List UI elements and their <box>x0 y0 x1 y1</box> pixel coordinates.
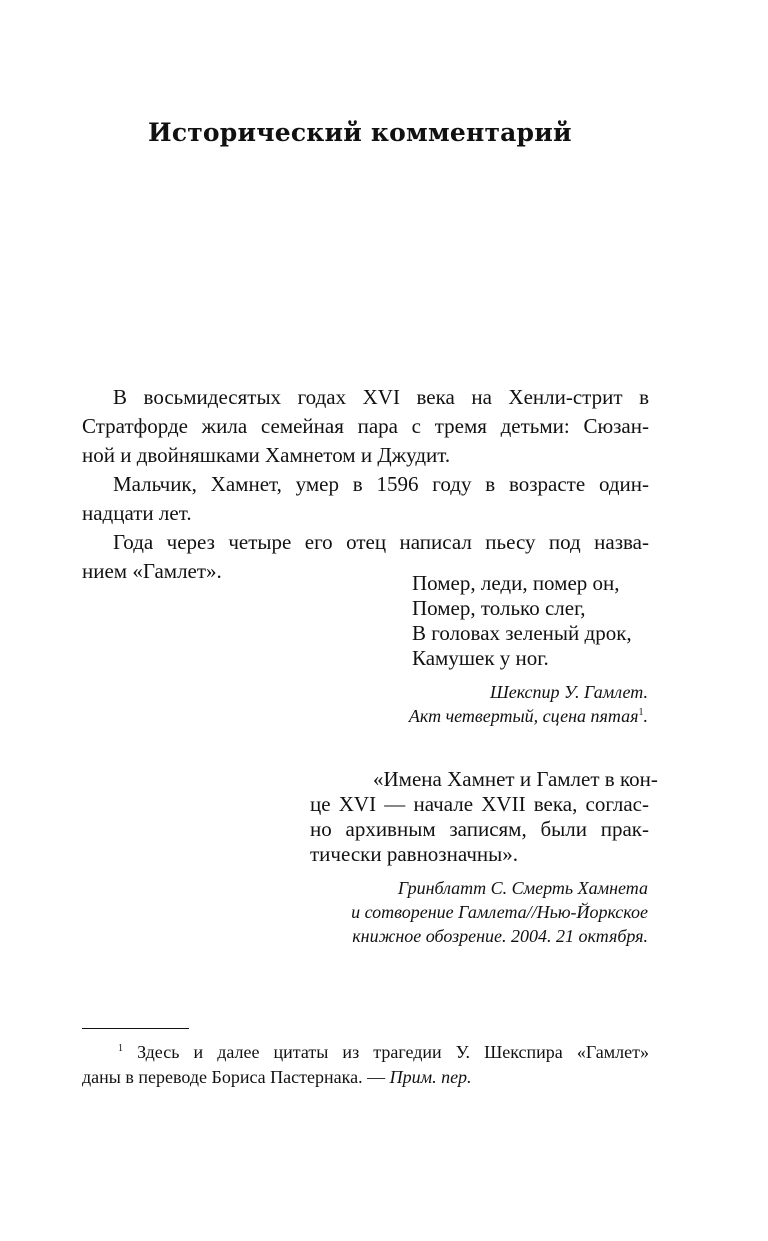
paragraph-line: нием «Гамлет». <box>82 559 222 583</box>
epigraph-line: «Имена Хамнет и Гамлет в кон- <box>373 767 658 791</box>
paragraph-historical-intro <box>82 383 649 470</box>
attribution-line <box>409 704 648 728</box>
poem-line: Камушек у ног. <box>412 646 549 670</box>
poem-line: В головах зеленый дрок, <box>412 621 632 645</box>
attribution-line: и сотворение Гамлета//Нью-Йоркское <box>351 902 648 922</box>
poem-attribution <box>409 680 648 728</box>
attribution-line: Гринблатт С. Смерть Хамнета <box>397 878 648 898</box>
footnote-line <box>82 1065 649 1090</box>
footnote-reference[interactable]: 1 <box>638 707 644 718</box>
attribution-line: книжное обозрение. 2004. 21 октября. <box>352 926 648 946</box>
paragraph-line: ной и двойняшками Хамнетом и Джудит. <box>82 443 451 467</box>
footnote-line <box>82 1040 649 1065</box>
poem-quote <box>412 571 632 671</box>
paragraph-line: В восьмидесятых годах XVI века на Хенли-стрит в <box>113 385 649 409</box>
footnote-divider <box>82 1028 189 1029</box>
paragraph-line: надцати лет. <box>82 501 192 525</box>
paragraph-line: Стратфорде жила семейная пара с тремя детьми: Сюзан- <box>82 414 649 438</box>
paragraph-hamnet-death <box>82 470 649 528</box>
attribution-text: Акт четвертый, сцена пятая <box>408 706 639 726</box>
poem-line: Помер, только слег, <box>412 596 586 620</box>
epigraph-quote <box>310 767 658 867</box>
poem-line: Помер, леди, помер он, <box>412 571 620 595</box>
attribution-period: . <box>643 706 648 726</box>
epigraph-attribution <box>351 876 648 948</box>
epigraph-line: тически равнозначны». <box>310 842 518 866</box>
footnote-translator-note: Прим. пер. <box>389 1067 472 1087</box>
footnote-text: даны в переводе Бориса Пастернака. — <box>82 1067 390 1087</box>
paragraph-line: Мальчик, Хамнет, умер в 1596 году в возрасте один- <box>113 472 649 496</box>
footnote <box>82 1040 649 1090</box>
epigraph-line: но архивным записям, были прак- <box>310 817 649 841</box>
paragraph-line: Года через четыре его отец написал пьесу под назва- <box>113 530 649 554</box>
attribution-line: Шекспир У. Гамлет. <box>489 682 648 702</box>
footnote-text: Здесь и далее цитаты из трагедии У. Шекспира «Гамлет» <box>137 1042 650 1062</box>
footnote-number: 1 <box>118 1043 123 1054</box>
epigraph-line: це XVI — начале XVII века, соглас- <box>310 792 649 816</box>
page-title: Исторический комментарий <box>148 118 572 147</box>
